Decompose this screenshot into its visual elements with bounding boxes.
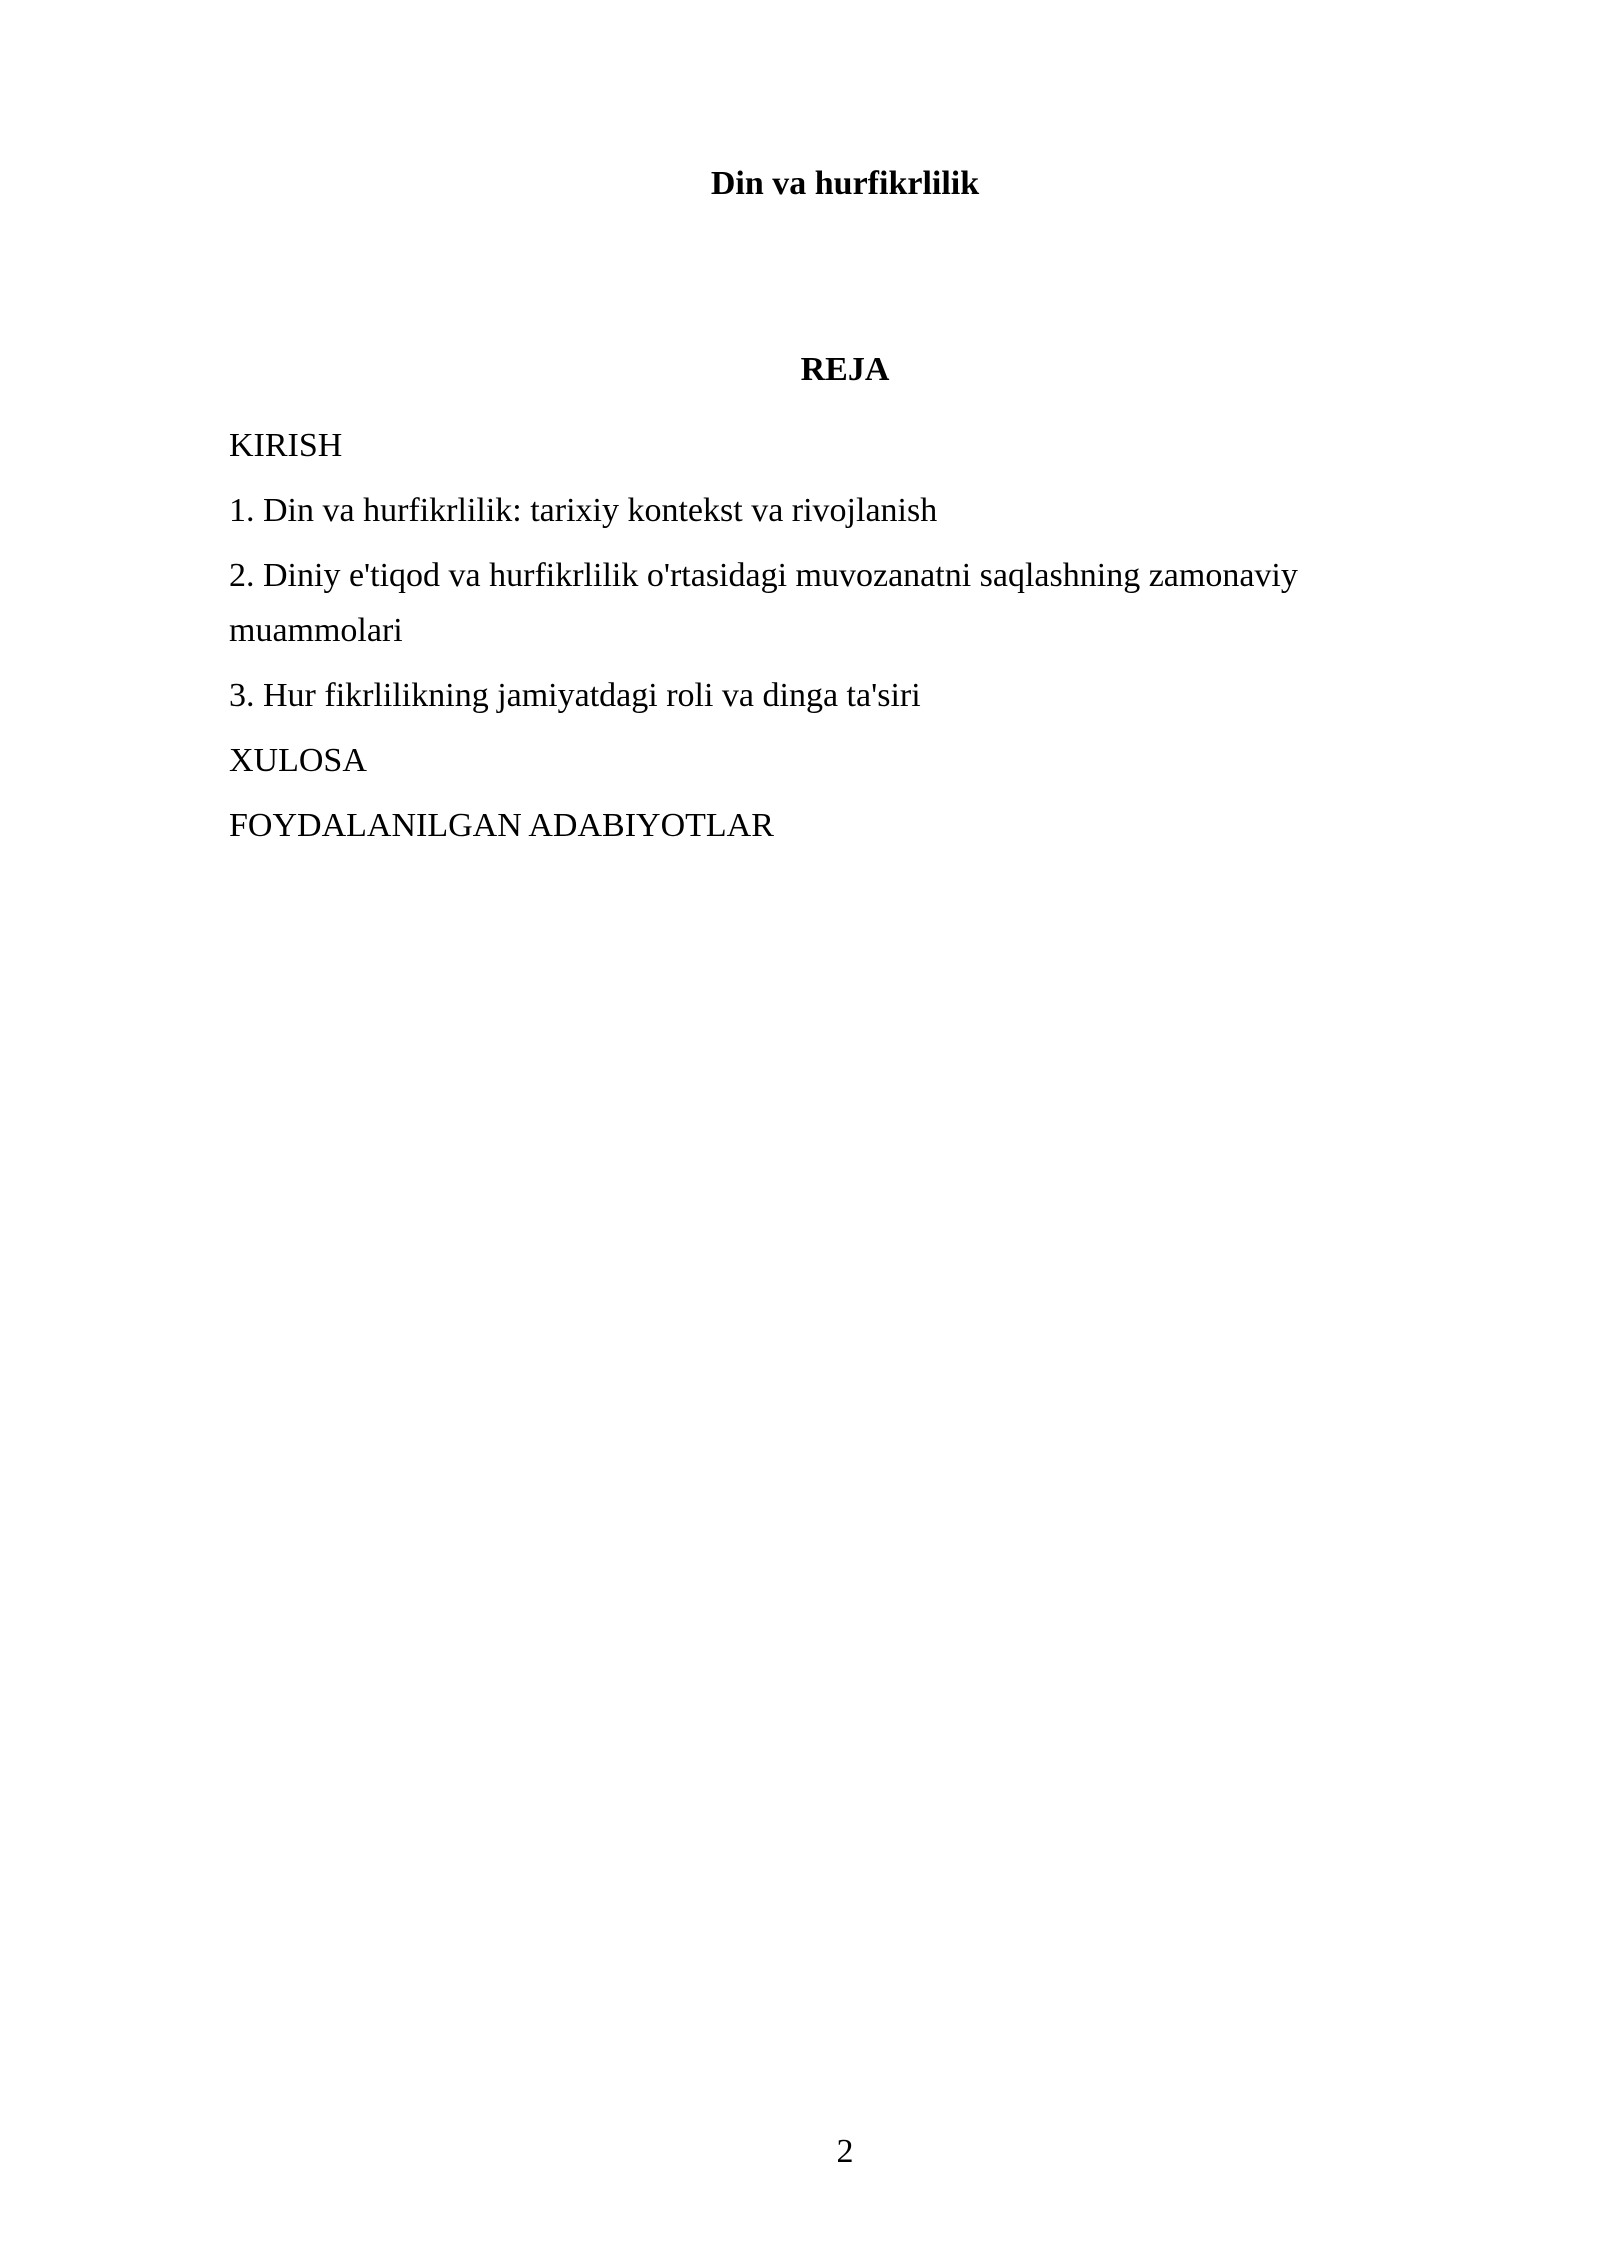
plan-list [229,418,1429,863]
plan-item-introduction: KIRISH [229,427,343,464]
document-title: Din va hurfikrlilik [710,165,980,202]
plan-item-references: FOYDALANILGAN ADABIYOTLAR [229,807,774,844]
plan-item-1: 1. Din va hurfikrlilik: tarixiy kontekst va rivojlanish [229,492,938,529]
plan-item-2: 2. Diniy e'tiqod va hurfikrlilik o'rtasidagi muvozanatni saqlashning zamonaviy muammolari [229,557,1298,649]
plan-item-3: 3. Hur fikrlilikning jamiyatdagi roli va dinga ta'siri [229,677,921,714]
plan-item-conclusion: XULOSA [229,742,367,779]
plan-heading: REJA [800,351,890,388]
page-number: 2 [836,2133,854,2170]
